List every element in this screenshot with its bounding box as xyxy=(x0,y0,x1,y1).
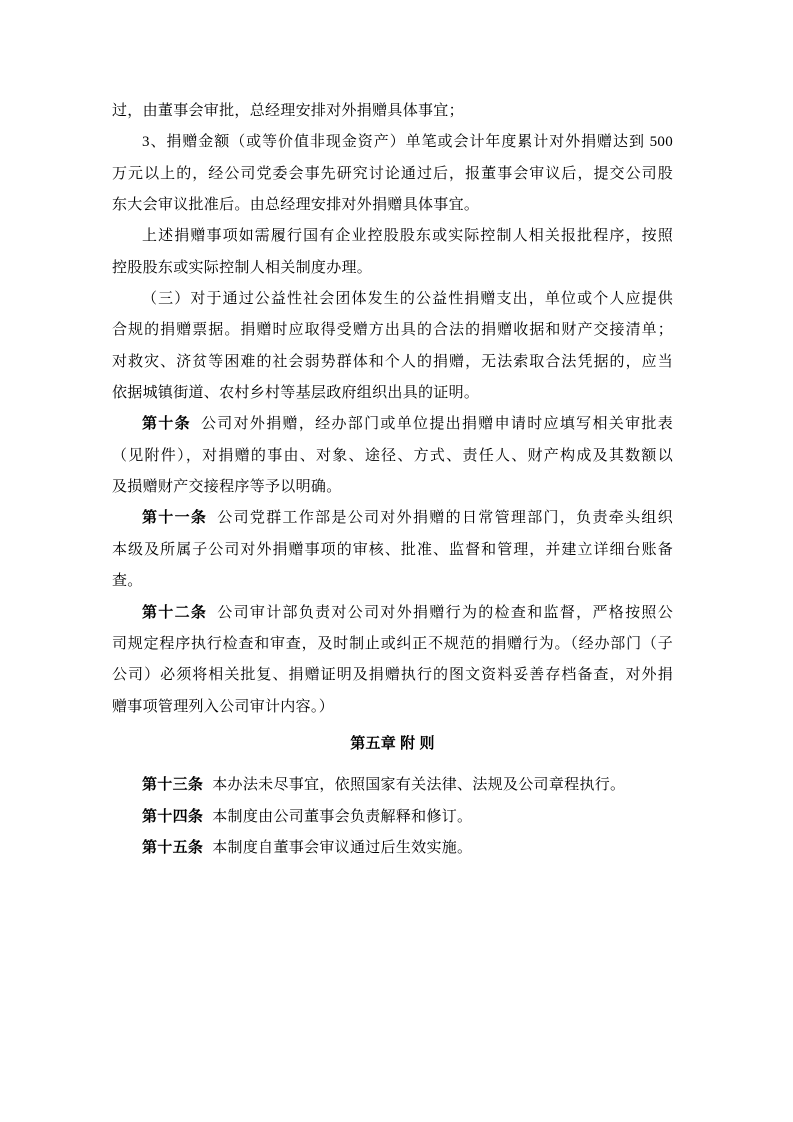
text-line: 万元以上的，经公司党委会事先研究讨论通过后，报董事会审议后，提交公司股 xyxy=(112,165,673,182)
paragraph-continuation xyxy=(112,96,673,127)
article-number-label: 第十条 xyxy=(142,416,191,433)
text-line xyxy=(112,598,673,629)
text-line: 司规定程序执行检查和审查，及时制止或纠正不规范的捐赠行为。（经办部门（子 xyxy=(112,635,673,652)
text-line: （三）对于通过公益性社会团体发生的公益性捐赠支出，单位或个人应提供 xyxy=(142,291,673,308)
article-text: 公司党群工作部是公司对外捐赠的日常管理部门，负责牵头组织 xyxy=(212,510,673,527)
paragraph-article-12 xyxy=(112,598,673,723)
text-line xyxy=(112,802,673,833)
text-line: 及损赠财产交接程序等予以明确。 xyxy=(112,479,342,496)
text-line xyxy=(112,503,673,534)
paragraph-reporting-procedure xyxy=(112,221,673,284)
article-text: 本制度由公司董事会负责解释和修订。 xyxy=(208,808,473,825)
text-line: 上述捐赠事项如需履行国有企业控股股东或实际控制人相关报批程序，按照 xyxy=(142,228,673,245)
article-text: 本制度自董事会审议通过后生效实施。 xyxy=(208,839,473,856)
article-text: 公司审计部负责对公司对外捐赠行为的检查和监督，严格按照公 xyxy=(212,604,673,621)
paragraph-item-3 xyxy=(112,127,673,221)
text-line: 东大会审议批准后。由总经理安排对外捐赠具体事宜。 xyxy=(112,197,480,214)
text-line xyxy=(112,770,673,801)
article-number-label: 第十三条 xyxy=(142,777,204,794)
text-line xyxy=(112,409,673,440)
text-line: 合规的捐赠票据。捐赠时应取得受赠方出具的合法的捐赠收据和财产交接清单； xyxy=(112,322,673,339)
article-number-label: 第十一条 xyxy=(142,510,208,527)
text-line: 查。 xyxy=(112,573,143,590)
article-text: 本办法未尽事宜，依照国家有关法律、法规及公司章程执行。 xyxy=(208,777,626,794)
chapter-heading: 第五章 附 则 xyxy=(350,735,435,752)
paragraph-article-14 xyxy=(112,802,673,833)
text-line: 公司）必须将相关批复、捐赠证明及捐赠执行的图文资料妥善存档备查，对外捐 xyxy=(112,667,673,684)
article-text: 公司对外捐赠，经办部门或单位提出捐赠申请时应填写相关审批表 xyxy=(195,416,673,433)
article-number-label: 第十二条 xyxy=(142,604,208,621)
text-line: （见附件），对捐赠的事由、对象、途径、方式、责任人、财产构成及其数额以 xyxy=(112,447,673,464)
paragraph-item-san xyxy=(112,284,673,409)
text-line: 控股股东或实际控制人相关制度办理。 xyxy=(112,259,373,276)
text-line xyxy=(112,833,673,864)
paragraph-article-10 xyxy=(112,409,673,503)
text-line: 过，由董事会审批，总经理安排对外捐赠具体事宜； xyxy=(112,103,464,119)
text-line: 本级及所属子公司对外捐赠事项的审核、批准、监督和管理，并建立详细台账备 xyxy=(112,541,673,558)
text-line: 3、捐赠金额（或等价值非现金资产）单笔或会计年度累计对外捐赠达到 500 xyxy=(142,134,673,151)
article-number-label: 第十四条 xyxy=(142,808,204,825)
document-content xyxy=(112,96,673,864)
article-number-label: 第十五条 xyxy=(142,839,204,856)
paragraph-article-11 xyxy=(112,503,673,597)
paragraph-article-13 xyxy=(112,770,673,801)
text-line: 赠事项管理列入公司审计内容。） xyxy=(112,698,335,715)
text-line: 对救灾、济贫等困难的社会弱势群体和个人的捐赠，无法索取合法凭据的，应当 xyxy=(112,353,673,370)
text-line: 依据城镇街道、农村乡村等基层政府组织出具的证明。 xyxy=(112,385,480,402)
paragraph-article-15 xyxy=(112,833,673,864)
